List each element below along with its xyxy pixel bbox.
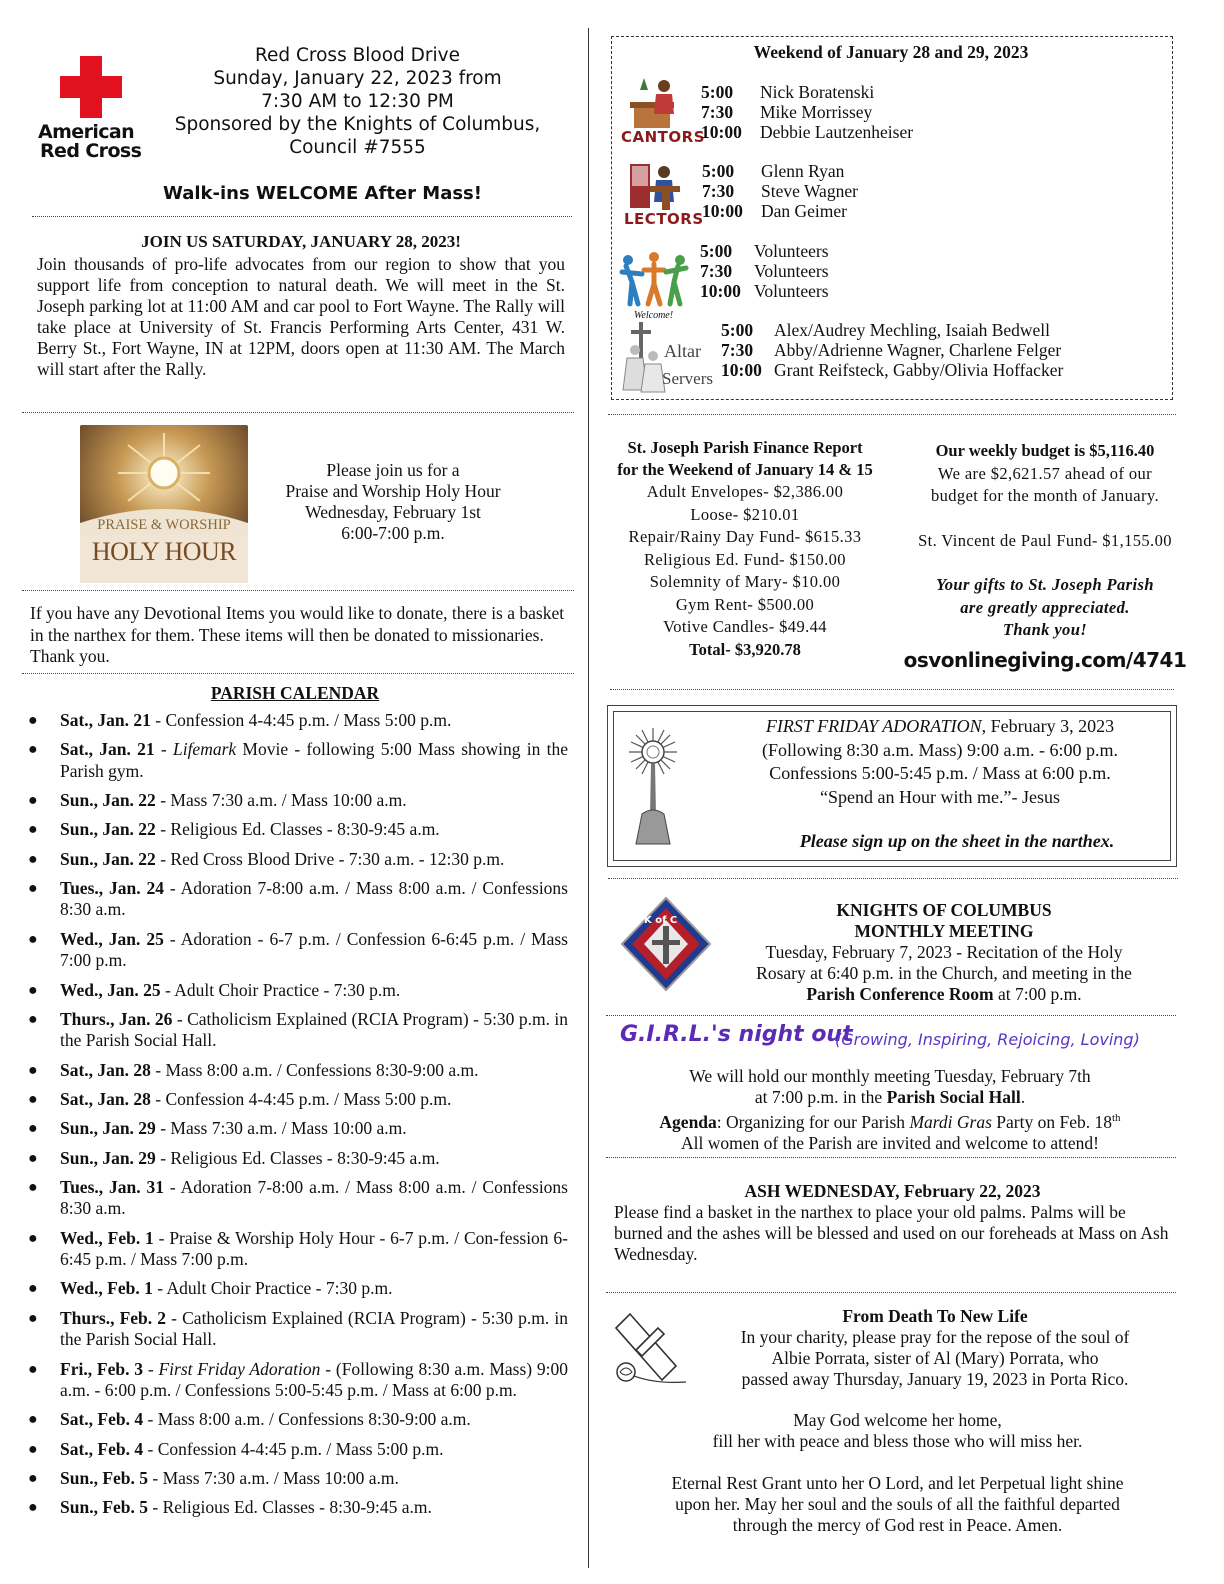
bullet-icon: ● bbox=[28, 1178, 38, 1196]
prayer-line: through the mercy of God rest in Peace. Amen. bbox=[732, 1515, 1063, 1535]
calendar-text: - (Following 8:30 a.m. Mass) 9:00 a.m. - 6:00 p.m. / Confessions 5:00-5:45 p.m. / Mass at 6:00 p.m. bbox=[60, 1358, 569, 1401]
bullet-icon: ● bbox=[28, 1309, 38, 1327]
death-body bbox=[700, 1327, 1170, 1390]
minister-row bbox=[700, 241, 829, 261]
calendar-text: - Mass 8:00 a.m. / Confessions 8:30-9:00 a.m. bbox=[150, 1059, 479, 1080]
holy-hour-image-caption2: HOLY HOUR bbox=[91, 537, 237, 566]
girls-night-title: G.I.R.L.'s night out bbox=[620, 1022, 853, 1047]
bullet-icon: ● bbox=[28, 821, 38, 839]
calendar-date: Sat., Feb. 4 bbox=[60, 1438, 144, 1459]
budget-line3: budget for the month of January. bbox=[930, 486, 1159, 505]
calendar-item bbox=[28, 790, 568, 812]
minister-row bbox=[700, 281, 829, 301]
prayer-eternal-rest bbox=[610, 1473, 1185, 1536]
girls-line2-end: . bbox=[1020, 1087, 1026, 1107]
minister-name: Dan Geimer bbox=[761, 201, 848, 221]
finance-line: Religious Ed. Fund- $150.00 bbox=[644, 549, 846, 569]
kofc-meeting bbox=[720, 900, 1168, 1005]
divider bbox=[22, 673, 574, 674]
blood-drive-line: 7:30 AM to 12:30 PM bbox=[261, 91, 454, 112]
walkins-welcome: Walk-ins WELCOME After Mass! bbox=[163, 183, 482, 204]
greeters-label: Welcome! bbox=[634, 310, 674, 321]
calendar-text: - Religious Ed. Classes - 8:30-9:45 a.m. bbox=[148, 1497, 432, 1518]
servers-label: Servers bbox=[662, 369, 713, 388]
calendar-item bbox=[28, 1439, 568, 1461]
calendar-date: Sun., Jan. 29 bbox=[60, 1118, 156, 1139]
calendar-title: PARISH CALENDAR bbox=[210, 683, 380, 703]
calendar-item bbox=[28, 1177, 568, 1220]
calendar-date: Sun., Jan. 29 bbox=[60, 1147, 156, 1168]
calendar-date: Wed., Feb. 1 bbox=[60, 1278, 153, 1299]
holy-hour-line: Please join us for a bbox=[326, 460, 460, 480]
calendar-date: Wed., Feb. 1 bbox=[60, 1227, 154, 1248]
mass-time: 10:00 bbox=[702, 201, 743, 221]
minister-name: Debbie Lautzenheiser bbox=[760, 122, 914, 142]
calendar-date: Wed., Jan. 25 bbox=[60, 979, 161, 1000]
bullet-icon: ● bbox=[28, 1469, 38, 1487]
minister-name: Abby/Adrienne Wagner, Charlene Felger bbox=[774, 340, 1062, 360]
online-giving-link[interactable]: osvonlinegiving.com/4741 bbox=[903, 648, 1187, 672]
bullet-icon: ● bbox=[28, 1149, 38, 1167]
minister-name: Volunteers bbox=[754, 261, 829, 281]
ministers-title: Weekend of January 28 and 29, 2023 bbox=[753, 42, 1029, 62]
greeters-list bbox=[700, 241, 829, 301]
finance-heading bbox=[600, 437, 890, 481]
bullet-icon: ● bbox=[28, 741, 38, 759]
holy-hour-line: 6:00-7:00 p.m. bbox=[341, 523, 445, 543]
minister-row bbox=[721, 360, 1063, 380]
divider bbox=[22, 590, 574, 591]
calendar-item bbox=[28, 1089, 568, 1111]
girls-line1: We will hold our monthly meeting Tuesday, February 7th bbox=[689, 1066, 1091, 1086]
logo-text-american: American bbox=[38, 121, 135, 143]
kofc-line3 bbox=[720, 984, 1168, 1005]
holy-hour-line: Praise and Worship Holy Hour bbox=[285, 481, 501, 501]
finance-list bbox=[600, 481, 890, 661]
calendar-text: - Red Cross Blood Drive - 7:30 a.m. - 12:30 p.m. bbox=[155, 848, 505, 869]
calendar-item bbox=[28, 1148, 568, 1170]
calendar-date: Sun., Jan. 22 bbox=[60, 819, 156, 840]
holy-hour-text bbox=[262, 460, 524, 544]
bullet-icon: ● bbox=[28, 1229, 38, 1247]
calendar-text-pre: - bbox=[143, 1358, 159, 1379]
divider bbox=[606, 1015, 1176, 1016]
minister-row bbox=[701, 102, 913, 122]
prayer-line: upon her. May her soul and the souls of all the faithful departed bbox=[675, 1494, 1120, 1514]
mass-time: 5:00 bbox=[701, 82, 734, 102]
finance-line: Gym Rent- $500.00 bbox=[675, 594, 815, 614]
minister-row bbox=[700, 261, 829, 281]
altar-servers-list bbox=[721, 320, 1063, 380]
bullet-icon: ● bbox=[28, 1499, 38, 1517]
calendar-date: Sat., Jan. 28 bbox=[60, 1059, 151, 1080]
calendar-date: Fri., Feb. 3 bbox=[60, 1358, 144, 1379]
budget-info bbox=[900, 440, 1190, 642]
prayer-line: fill her with peace and bless those who will miss her. bbox=[712, 1431, 1083, 1451]
divider bbox=[32, 216, 572, 217]
calendar-item bbox=[28, 1468, 568, 1490]
calendar-item bbox=[28, 1359, 568, 1402]
calendar-item bbox=[28, 1308, 568, 1351]
holy-hour-image-caption1: PRAISE & WORSHIP bbox=[97, 517, 231, 533]
first-friday-line2: (Following 8:30 a.m. Mass) 9:00 a.m. - 6:00 p.m. bbox=[762, 739, 1118, 760]
calendar-event-title: Lifemark bbox=[172, 739, 237, 760]
bullet-icon: ● bbox=[28, 1061, 38, 1079]
calendar-text: - Religious Ed. Classes - 8:30-9:45 a.m. bbox=[155, 1147, 440, 1168]
first-friday-date: , February 3, 2023 bbox=[981, 716, 1115, 736]
bullet-icon: ● bbox=[28, 1120, 38, 1138]
death-heading: From Death To New Life bbox=[842, 1306, 1028, 1326]
mass-time: 7:30 bbox=[700, 261, 733, 281]
calendar-text: - Religious Ed. Classes - 8:30-9:45 a.m. bbox=[155, 819, 440, 840]
girls-agenda-pre: : Organizing for our Parish bbox=[716, 1111, 910, 1132]
svdp-fund: St. Vincent de Paul Fund- $1,155.00 bbox=[918, 530, 1172, 550]
calendar-text: - Confession 4-4:45 p.m. / Mass 5:00 p.m. bbox=[150, 1088, 452, 1109]
death-line: Albie Porrata, sister of Al (Mary) Porrata, who bbox=[771, 1348, 1099, 1368]
bullet-icon: ● bbox=[28, 1440, 38, 1458]
calendar-text: - Mass 8:00 a.m. / Confessions 8:30-9:00 a.m. bbox=[143, 1409, 471, 1430]
prayer-line: Eternal Rest Grant unto her O Lord, and let Perpetual light shine bbox=[671, 1473, 1124, 1493]
bullet-icon: ● bbox=[28, 792, 38, 810]
calendar-date: Sat., Feb. 4 bbox=[60, 1409, 144, 1430]
girls-agenda-italic: Mardi Gras bbox=[909, 1111, 992, 1132]
lectors-list bbox=[702, 161, 858, 221]
calendar-text: - Adoration 7-8:00 a.m. / Mass 8:00 a.m. / Confessions 8:30 a.m. bbox=[60, 877, 568, 920]
finance-total: Total- $3,920.78 bbox=[689, 639, 801, 659]
bullet-icon: ● bbox=[28, 1360, 38, 1378]
calendar-text: - Mass 7:30 a.m. / Mass 10:00 a.m. bbox=[155, 1118, 407, 1139]
kofc-emblem-text: K of C bbox=[644, 915, 678, 926]
calendar-date: Tues., Jan. 24 bbox=[60, 877, 165, 898]
calendar-date: Sat., Jan. 21 bbox=[60, 739, 155, 760]
calendar-item bbox=[28, 929, 568, 972]
bullet-icon: ● bbox=[28, 1090, 38, 1108]
death-line: passed away Thursday, January 19, 2023 in Porta Rico. bbox=[741, 1369, 1129, 1389]
calendar-date: Sun., Feb. 5 bbox=[60, 1497, 149, 1518]
minister-name: Nick Boratenski bbox=[760, 82, 875, 102]
calendar-item bbox=[28, 1228, 568, 1271]
minister-row bbox=[702, 181, 858, 201]
first-friday-line3: Confessions 5:00-5:45 p.m. / Mass at 6:00 p.m. bbox=[769, 763, 1111, 783]
calendar-text: Movie - following 5:00 Mass showing in the Parish gym. bbox=[60, 739, 569, 781]
girls-agenda-post: Party on Feb. 18 bbox=[991, 1111, 1112, 1132]
calendar-item bbox=[28, 1118, 568, 1140]
girls-night-text bbox=[610, 1066, 1170, 1154]
holy-hour-image bbox=[80, 425, 248, 583]
calendar-text: - Mass 7:30 a.m. / Mass 10:00 a.m. bbox=[148, 1467, 399, 1488]
finance-heading-line1: St. Joseph Parish Finance Report bbox=[627, 438, 863, 457]
minister-row bbox=[702, 201, 858, 221]
minister-name: Steve Wagner bbox=[761, 181, 858, 201]
mass-time: 7:30 bbox=[702, 181, 735, 201]
calendar-date: Wed., Jan. 25 bbox=[60, 928, 164, 949]
calendar-item bbox=[28, 739, 568, 782]
calendar-item bbox=[28, 1409, 568, 1431]
blood-drive-info bbox=[170, 44, 545, 159]
calendar-text: - Catholicism Explained (RCIA Program) - 5:30 p.m. in the Parish Social Hall. bbox=[60, 1008, 568, 1051]
mass-time: 10:00 bbox=[700, 281, 741, 301]
bullet-icon: ● bbox=[28, 1010, 38, 1028]
calendar-item bbox=[28, 819, 568, 841]
budget-line2: We are $2,621.57 ahead of our bbox=[937, 463, 1153, 483]
holy-hour-line: Wednesday, February 1st bbox=[305, 502, 481, 522]
blood-drive-line: Sponsored by the Knights of Columbus, bbox=[174, 114, 541, 135]
calendar-text: - Confession 4-4:45 p.m. / Mass 5:00 p.m. bbox=[143, 1438, 444, 1459]
divider bbox=[606, 1157, 1176, 1158]
divider bbox=[22, 412, 574, 413]
minister-row bbox=[702, 161, 858, 181]
minister-name: Alex/Audrey Mechling, Isaiah Bedwell bbox=[774, 320, 1051, 340]
calendar-text: - Catholicism Explained (RCIA Program) - 5:30 p.m. in the Parish Social Hall. bbox=[60, 1307, 568, 1350]
minister-row bbox=[721, 320, 1063, 340]
calendar-item bbox=[28, 1009, 568, 1052]
calendar-item bbox=[28, 1060, 568, 1082]
calendar-item bbox=[28, 1278, 568, 1300]
mass-time: 10:00 bbox=[701, 122, 742, 142]
kofc-heading1: KNIGHTS OF COLUMBUS bbox=[836, 900, 1052, 920]
march-heading: JOIN US SATURDAY, JANUARY 28, 2023! bbox=[141, 232, 461, 251]
kofc-line1: Tuesday, February 7, 2023 - Recitation of the Holy bbox=[765, 942, 1123, 962]
calendar-date: Sat., Jan. 21 bbox=[60, 710, 151, 730]
girls-line2 bbox=[610, 1087, 1170, 1108]
divider bbox=[608, 878, 1178, 879]
mass-time: 5:00 bbox=[721, 320, 754, 340]
logo-text-red-cross: Red Cross bbox=[40, 140, 142, 162]
girls-line2-pre: at 7:00 p.m. in the bbox=[754, 1087, 887, 1107]
parish-calendar bbox=[28, 710, 568, 1527]
minister-name: Volunteers bbox=[754, 281, 829, 301]
bullet-icon: ● bbox=[28, 1411, 38, 1429]
kofc-place: Parish Conference Room bbox=[806, 984, 994, 1004]
calendar-text: - Praise & Worship Holy Hour - 6-7 p.m. / Con-fession 6-6:45 p.m. / Mass 7:00 p.m. bbox=[60, 1227, 568, 1270]
prayer-welcome bbox=[610, 1410, 1185, 1452]
finance-line: Solemnity of Mary- $10.00 bbox=[649, 572, 841, 591]
bullet-icon: ● bbox=[28, 1280, 38, 1298]
column-divider bbox=[588, 28, 589, 1568]
calendar-date: Sun., Feb. 5 bbox=[60, 1467, 149, 1488]
girls-agenda bbox=[610, 1108, 1170, 1133]
minister-name: Glenn Ryan bbox=[761, 161, 845, 181]
kofc-time: at 7:00 p.m. bbox=[993, 984, 1082, 1004]
calendar-text: - Adult Choir Practice - 7:30 p.m. bbox=[160, 979, 401, 1000]
calendar-date: Thurs., Jan. 26 bbox=[60, 1008, 173, 1029]
bullet-icon: ● bbox=[28, 879, 38, 897]
girls-hall: Parish Social Hall bbox=[886, 1087, 1021, 1107]
minister-name: Grant Reifsteck, Gabby/Olivia Hoffacker bbox=[774, 360, 1064, 380]
calendar-item bbox=[28, 849, 568, 871]
finance-line: Repair/Rainy Day Fund- $615.33 bbox=[628, 527, 862, 546]
minister-name: Mike Morrissey bbox=[760, 102, 873, 122]
mass-time: 5:00 bbox=[700, 241, 733, 261]
calendar-item bbox=[28, 878, 568, 921]
march-body: Join thousands of pro-life advocates from our region to show that you support life from conception to natural death. We will meet in the St. Joseph parking lot at 11:00 AM and car pool to Fort Wayne. The Rally will take place at University of St. Francis Performing Arts Center, 431 W. Berry St., Fort Wayne, IN at 12PM, doors open at 11:30 AM. The March will start after the Rally. bbox=[37, 254, 565, 379]
bullet-icon: ● bbox=[28, 930, 38, 948]
blood-drive-line: Sunday, January 22, 2023 from bbox=[213, 68, 502, 89]
calendar-date: Sat., Jan. 28 bbox=[60, 1088, 151, 1109]
calendar-date: Thurs., Feb. 2 bbox=[60, 1307, 167, 1328]
calendar-event-title: First Friday Adoration bbox=[158, 1358, 321, 1379]
thanks-line3: Thank you! bbox=[1002, 620, 1088, 639]
first-friday-line5: Please sign up on the sheet in the narthex. bbox=[799, 831, 1115, 851]
red-cross-icon-bar bbox=[60, 76, 122, 98]
finance-line: Votive Candles- $49.44 bbox=[663, 617, 827, 636]
calendar-text: - Mass 7:30 a.m. / Mass 10:00 a.m. bbox=[155, 790, 407, 811]
first-friday-title: FIRST FRIDAY ADORATION bbox=[765, 716, 982, 736]
girls-line4: All women of the Parish are invited and welcome to attend! bbox=[681, 1132, 1099, 1153]
calendar-text-pre: - bbox=[154, 739, 173, 760]
bullet-icon: ● bbox=[28, 850, 38, 868]
budget-line1: Our weekly budget is $5,116.40 bbox=[935, 441, 1155, 460]
blood-drive-line: Red Cross Blood Drive bbox=[254, 45, 461, 66]
lectors-label: LECTORS bbox=[624, 210, 704, 228]
thanks-line2: are greatly appreciated. bbox=[960, 597, 1130, 617]
ash-wednesday-heading: ASH WEDNESDAY, February 22, 2023 bbox=[744, 1181, 1041, 1201]
kofc-heading2: MONTHLY MEETING bbox=[854, 921, 1034, 941]
mass-time: 10:00 bbox=[721, 360, 762, 380]
calendar-text: - Adoration - 6-7 p.m. / Confession 6-6:45 p.m. / Mass 7:00 p.m. bbox=[60, 928, 568, 971]
death-line: In your charity, please pray for the repose of the soul of bbox=[740, 1327, 1130, 1347]
calendar-text: - Adult Choir Practice - 7:30 p.m. bbox=[152, 1278, 393, 1299]
finance-line: Adult Envelopes- $2,386.00 bbox=[646, 482, 844, 501]
calendar-item bbox=[28, 710, 568, 732]
ash-wednesday-body: Please find a basket in the narthex to place your old palms. Palms will be burned and the ashes will be blessed and used on our foreheads at Mass on Ash Wednesday. bbox=[614, 1202, 1169, 1264]
first-friday-line4: “Spend an Hour with me.”- Jesus bbox=[820, 786, 1060, 807]
calendar-text: - Confession 4-4:45 p.m. / Mass 5:00 p.m. bbox=[150, 710, 452, 730]
mass-time: 7:30 bbox=[721, 340, 754, 360]
blood-drive-line: Council #7555 bbox=[289, 137, 426, 158]
finance-heading-line2: for the Weekend of January 14 & 15 bbox=[617, 460, 873, 479]
minister-row bbox=[721, 340, 1063, 360]
calendar-date: Sun., Jan. 22 bbox=[60, 790, 156, 811]
girls-night-subtitle: (Growing, Inspiring, Rejoicing, Loving) bbox=[835, 1030, 1140, 1049]
calendar-item bbox=[28, 980, 568, 1002]
calendar-date: Sun., Jan. 22 bbox=[60, 848, 156, 869]
divider bbox=[610, 689, 1174, 690]
calendar-item bbox=[28, 1497, 568, 1519]
cantors-list bbox=[701, 82, 913, 142]
bullet-icon: ● bbox=[28, 981, 38, 999]
thanks-line1: Your gifts to St. Joseph Parish bbox=[936, 575, 1154, 594]
mass-time: 7:30 bbox=[701, 102, 734, 122]
kofc-line2: Rosary at 6:40 p.m. in the Church, and meeting in the bbox=[756, 963, 1132, 983]
girls-agenda-sup: th bbox=[1112, 1112, 1121, 1124]
bullet-icon: ● bbox=[28, 712, 38, 729]
girls-agenda-label: Agenda bbox=[659, 1111, 717, 1132]
altar-label: Altar bbox=[664, 341, 701, 361]
minister-name: Volunteers bbox=[754, 241, 829, 261]
minister-row bbox=[701, 82, 913, 102]
devotional-items-note: If you have any Devotional Items you would like to donate, there is a basket in the narthex for them. These items will then be donated to missionaries. Thank you. bbox=[30, 603, 565, 666]
first-friday-text bbox=[730, 715, 1150, 854]
minister-row bbox=[701, 122, 913, 142]
divider bbox=[606, 1292, 1176, 1293]
finance-line: Loose- $210.01 bbox=[690, 504, 800, 524]
calendar-date: Tues., Jan. 31 bbox=[60, 1176, 165, 1197]
divider bbox=[608, 414, 1176, 415]
prayer-line: May God welcome her home, bbox=[793, 1410, 1002, 1430]
mass-time: 5:00 bbox=[702, 161, 735, 181]
first-friday-line1 bbox=[730, 715, 1150, 739]
cantors-label: CANTORS bbox=[621, 128, 706, 146]
calendar-text: - Adoration 7-8:00 a.m. / Mass 8:00 a.m. / Confessions 8:30 a.m. bbox=[60, 1176, 568, 1219]
